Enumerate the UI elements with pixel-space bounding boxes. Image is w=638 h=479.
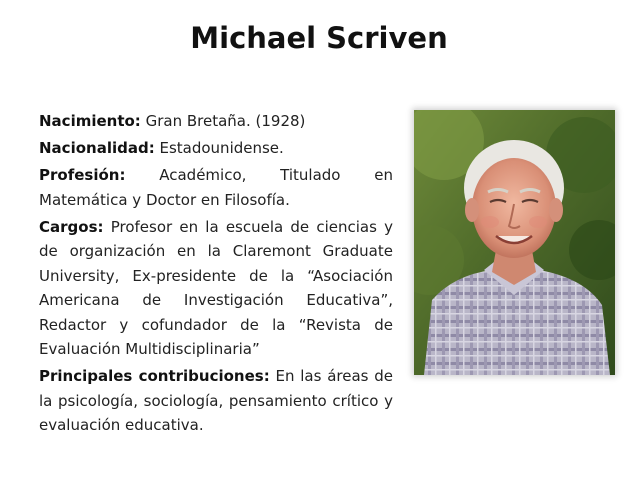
bio-positions-label: Cargos: <box>39 217 104 236</box>
bio-birth-text: Gran Bretaña. (1928) <box>145 112 306 130</box>
bio-birth <box>39 109 393 134</box>
page-title: Michael Scriven <box>190 21 448 55</box>
bio-contributions <box>39 364 393 438</box>
bio-contributions-text: En las áreas de la psicología, sociología, pensamiento crítico y evaluación educativa. <box>39 367 393 434</box>
bio-nationality-label: Nacionalidad: <box>39 139 155 157</box>
bio-nationality-text: Estadounidense. <box>159 139 284 157</box>
bio-profession-label: Profesión: <box>39 166 126 184</box>
bio-birth-label: Nacimiento: <box>39 112 141 130</box>
bio-nationality <box>39 136 393 161</box>
bio-positions <box>39 215 393 362</box>
portrait-photo <box>414 110 615 375</box>
bio-positions-text: Profesor en la escuela de ciencias y de organización en la Claremont Graduate University, Ex-presidente de la “Asociación Americana de Investigación Educativa”, Redactor y cofundador de la “Revista de Evaluación Multidisciplinaria” <box>39 217 393 358</box>
bio-profession-text: Académico, Titulado en Matemática y Doctor en Filosofía. <box>39 166 393 209</box>
bio-contributions-label: Principales contribuciones: <box>39 367 270 385</box>
bio-profession <box>39 163 393 212</box>
bio-section <box>39 109 393 440</box>
portrait-image <box>414 110 615 375</box>
